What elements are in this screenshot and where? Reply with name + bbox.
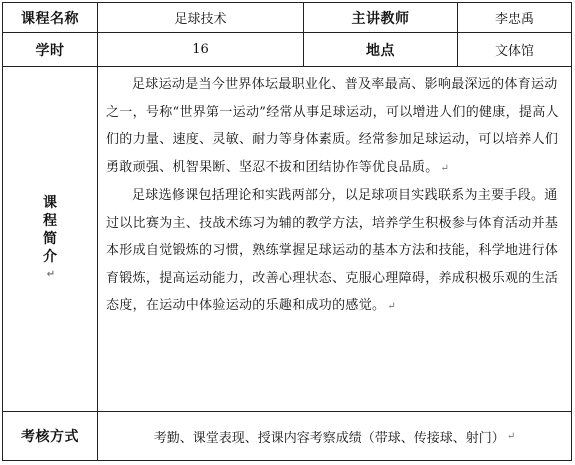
intro-content	[97, 66, 572, 412]
course-name-value	[97, 2, 304, 33]
assessment-text: 考勤、课堂表现、授课内容考察成绩（带球、传接球、射门）	[153, 430, 505, 446]
teacher-text: 李忠禹	[494, 12, 534, 27]
hours-value	[97, 32, 304, 67]
intro-label-char: 课	[43, 195, 57, 211]
location-value	[457, 32, 572, 67]
assessment-value	[97, 411, 572, 461]
assessment-label: 考核方式	[2, 411, 98, 461]
intro-label-char: 程	[43, 213, 57, 229]
course-info-table	[2, 2, 572, 461]
intro-paragraph: 足球选修课包括理论和实践两部分，以足球项目实践联系为主要手段。通过以比赛为主、技战术练习为辅的教学方法，培养学生积极参与体育活动并基本形成自觉锻炼的习惯，熟练掌握足球运动的基本方法和技能，科学地进行体育锻炼，提高运动能力，改善心理状态、克服心理障碍，养成积极乐观的生活态度，在运动中体验运动的乐趣和成功的感觉。 ↵	[106, 188, 559, 313]
course-name-text: 足球技术	[174, 12, 227, 27]
teacher-label: 主讲教师	[303, 2, 458, 33]
paragraph-mark: ↵	[46, 269, 56, 280]
location-text: 文体馆	[494, 44, 534, 59]
teacher-value	[457, 2, 572, 33]
hours-text: 16	[192, 42, 209, 57]
paragraph-mark: ↵	[506, 430, 516, 442]
location-label: 地点	[303, 32, 458, 67]
hours-label: 学时	[2, 32, 98, 67]
course-name-label: 课程名称	[2, 2, 98, 33]
intro-paragraph: 足球运动是当今世界体坛最职业化、普及率最高、影响最深远的体育运动之一，号称“世界第一运动”经常从事足球运动，可以增进人们的健康，提高人们的力量、速度、灵敏、耐力等身体素质。经常参加足球运动，可以培养人们勇敢顽强、机智果断、坚忍不拔和团结协作等优良品质。 ↵	[106, 77, 559, 175]
intro-label	[2, 66, 98, 412]
intro-label-char: 简	[43, 231, 57, 247]
intro-label-char: 介	[43, 249, 57, 265]
